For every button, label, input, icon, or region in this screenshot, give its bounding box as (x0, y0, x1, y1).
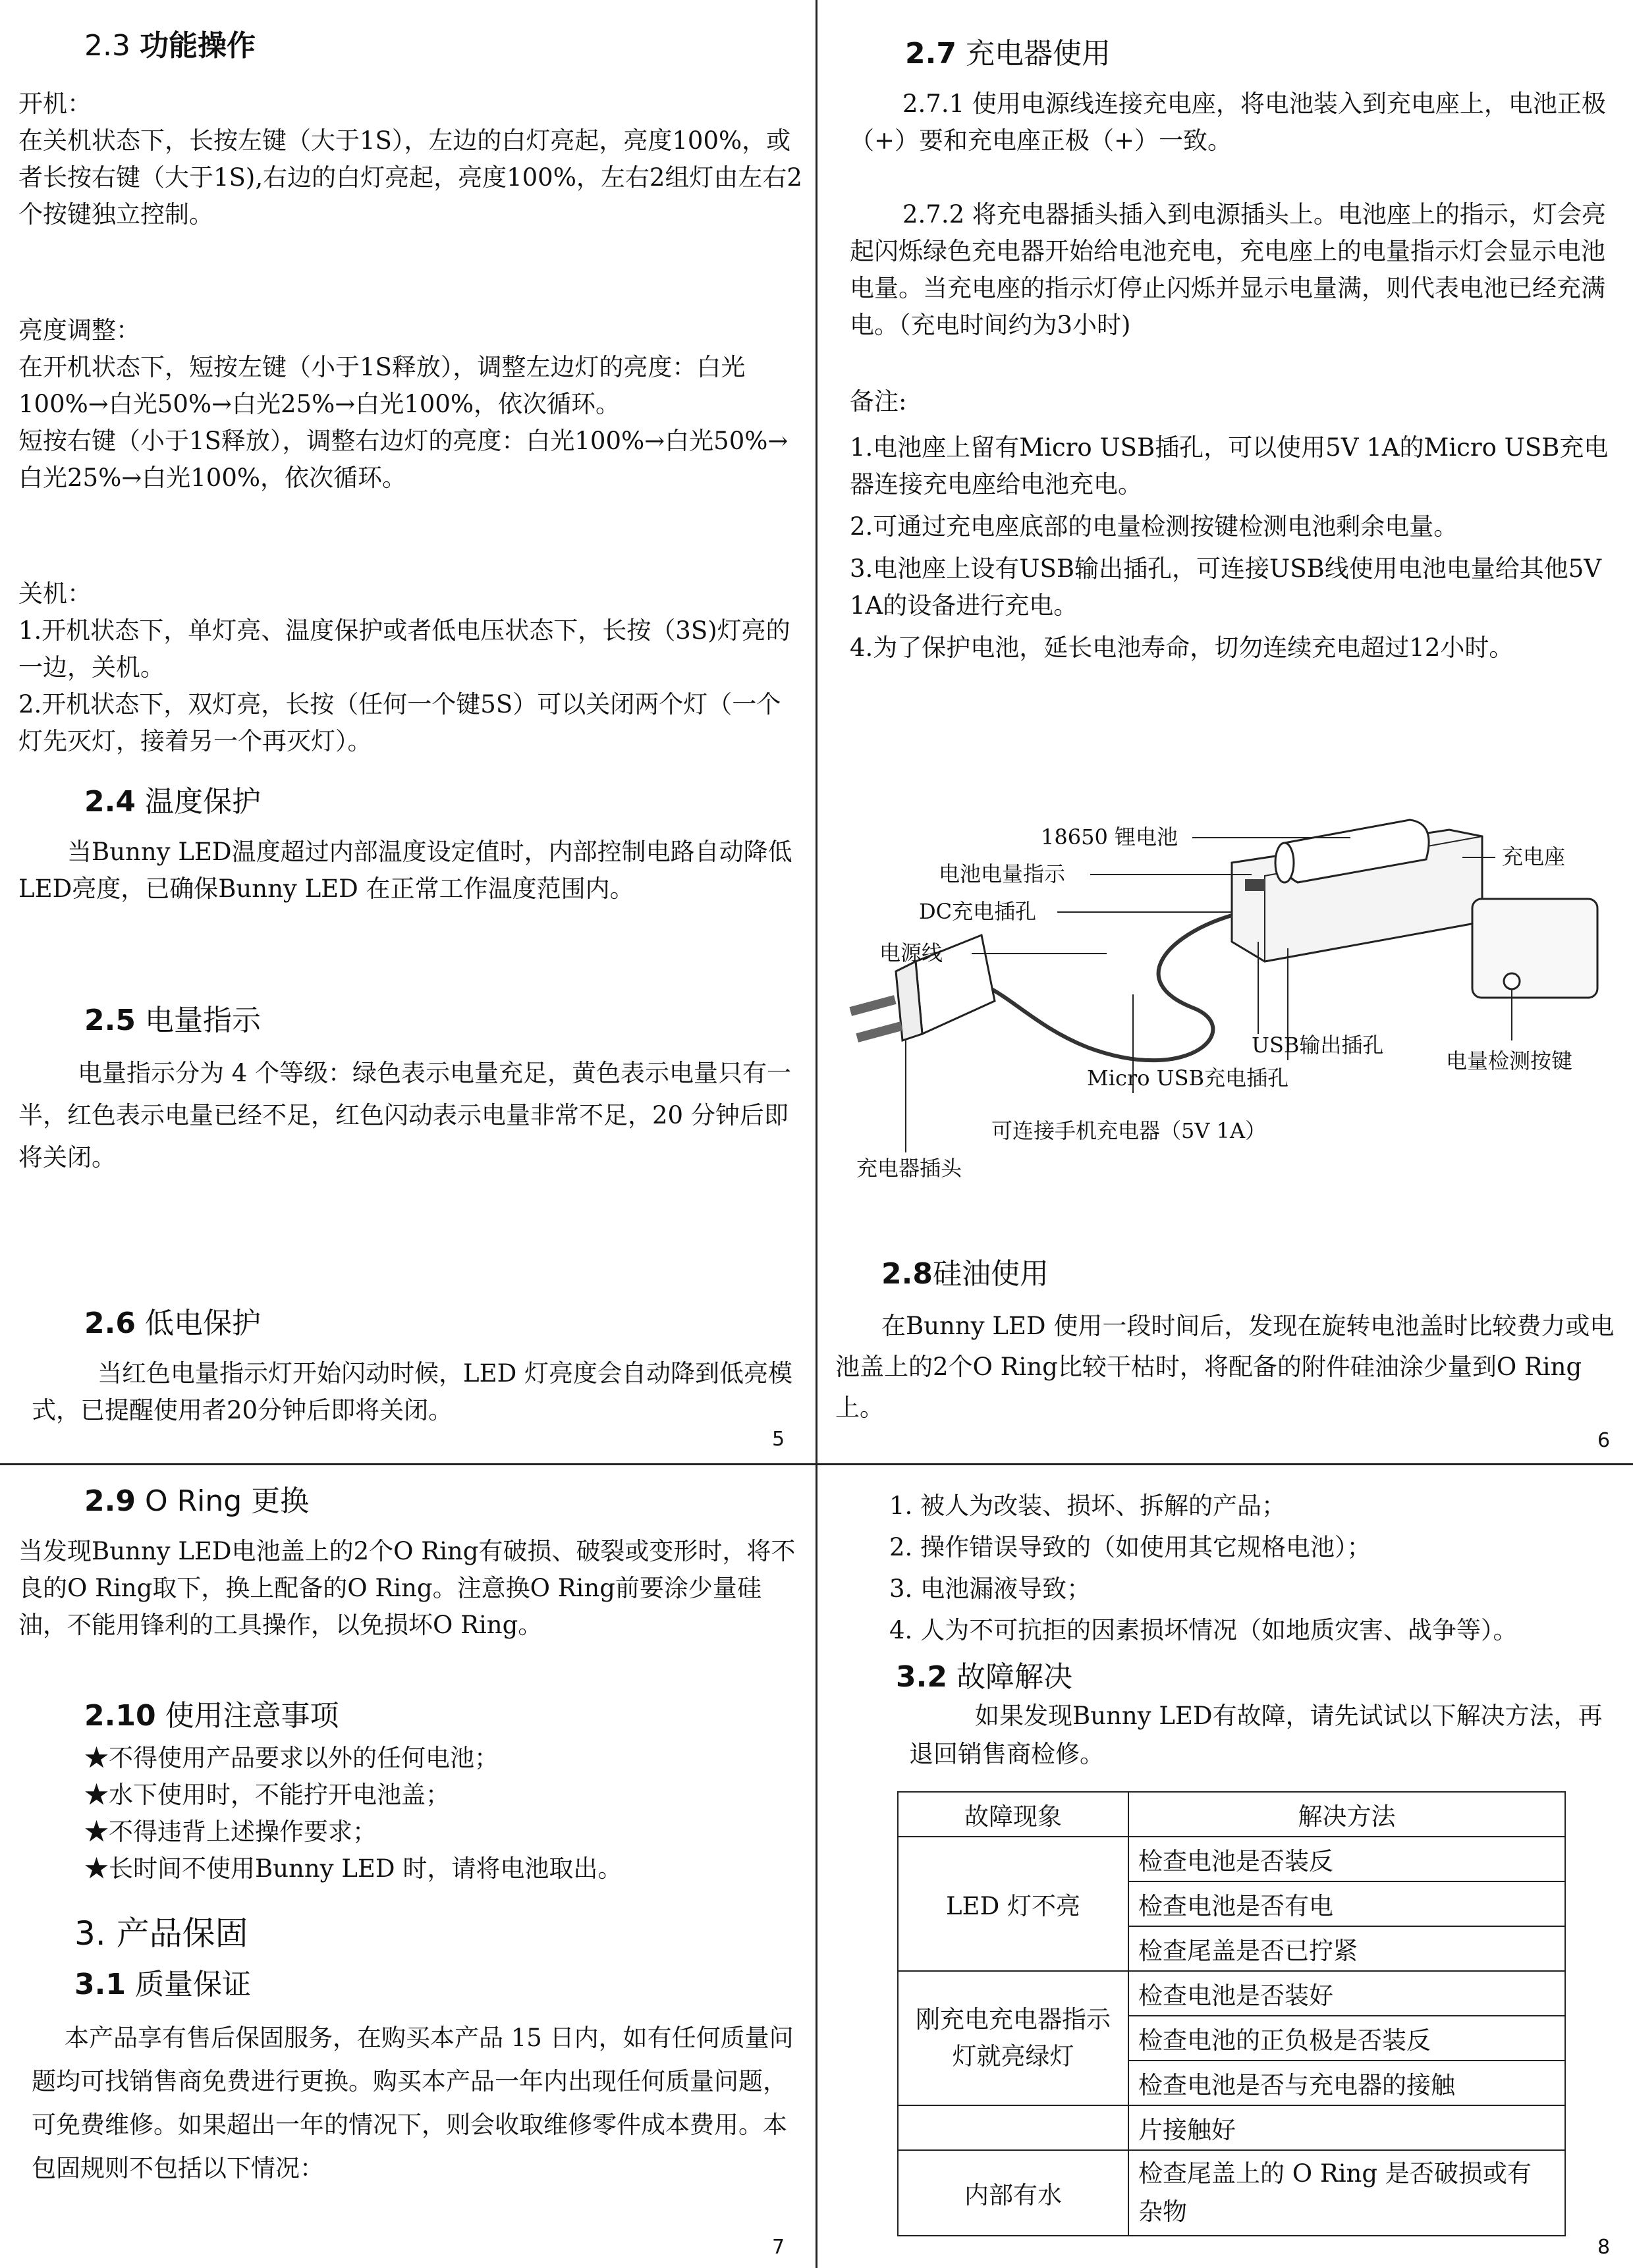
caution-item-3: ★不得违背上述操作要求； (84, 1818, 377, 1846)
section-3-2-text: 如果发现Bunny LED有故障，请先试试以下解决方法，再退回销售商检修。 (909, 1702, 1603, 1768)
exclusion-3: 3. 电池漏液导致； (889, 1575, 1092, 1603)
label-battery: 18650 锂电池 (1041, 824, 1178, 850)
page-6 (850, 34, 1620, 666)
table-row (898, 2105, 1565, 2150)
solution-cell: 片接触好 (1128, 2105, 1565, 2150)
table-header-row (898, 1792, 1565, 1837)
power-off-2: 2.开机状态下，双灯亮，长按（任何一个键5S）可以关闭两个灯（一个灯先灭灯，接着另一个再灭灯）。 (18, 690, 781, 755)
solution-cell: 检查尾盖上的 O Ring 是否破损或有杂物 (1128, 2150, 1565, 2236)
table-row (898, 1837, 1565, 1881)
label-dock: 充电座 (1502, 844, 1566, 869)
power-off-1: 1.开机状态下，单灯亮、温度保护或者低电压状态下，长按（3S)灯亮的一边，关机。 (18, 616, 790, 682)
table-row (898, 1971, 1565, 2016)
section-2-8-heading: 2.8硅油使用 (881, 1257, 1049, 1291)
brightness-left: 在开机状态下，短按左键（小于1S释放），调整左边灯的亮度：白光100%→白光50%→白光25%→白光100%，依次循环。 (18, 353, 746, 418)
power-on-text: 在关机状态下，长按左键（大于1S），左边的白灯亮起，亮度100%，或者长按右键（大于1S),右边的白灯亮起，亮度100%，左右2组灯由左右2个按键独立控制。 (18, 126, 802, 229)
exclusion-1: 1. 被人为改装、损坏、拆解的产品； (889, 1492, 1287, 1520)
solution-cell: 检查电池的正负极是否装反 (1128, 2016, 1565, 2061)
note-4: 4.为了保护电池，延长电池寿命，切勿连续充电超过12小时。 (850, 634, 1514, 662)
power-off-label: 关机： (18, 580, 92, 608)
page-7 (18, 1482, 802, 2190)
page-5 (18, 26, 802, 760)
caution-item-4: ★长时间不使用Bunny LED 时，请将电池取出。 (84, 1854, 623, 1883)
exclusion-2: 2. 操作错误导致的（如使用其它规格电池）； (889, 1533, 1371, 1561)
solution-cell: 检查尾盖是否已拧紧 (1128, 1926, 1565, 1971)
power-cord (955, 915, 1232, 1060)
section-3-1-heading: 3.1 质量保证 (74, 1968, 251, 2001)
section-2-7-heading: 2.7 充电器使用 (905, 37, 1111, 70)
section-2-8 (835, 1255, 1619, 1428)
page-number-5: 5 (772, 1428, 785, 1451)
test-button-icon (1504, 973, 1520, 989)
brightness-label: 亮度调整： (18, 316, 140, 344)
notes-label: 备注: (850, 387, 907, 416)
solution-cell: 检查电池是否装反 (1128, 1837, 1565, 1881)
label-dc-port: DC充电插孔 (919, 899, 1037, 924)
section-2-6-heading: 2.6 低电保护 (84, 1307, 261, 1340)
charger-step-2: 2.7.2 将充电器插头插入到电源插头上。电池座上的指示，灯会亮起闪烁绿色充电器开始给电池充电，充电座上的电量指示灯会显示电池电量。当充电座的指示灯停止闪烁并显示电量满，则代表电池已经充满电。（充电时间约为3小时) (850, 200, 1606, 339)
note-2: 2.可通过充电座底部的电量检测按键检测电池剩余电量。 (850, 512, 1458, 541)
solution-cell: 检查电池是否有电 (1128, 1881, 1565, 1926)
solution-cell: 检查电池是否与充电器的接触 (1128, 2061, 1565, 2105)
section-2-9-text: 当发现Bunny LED电池盖上的2个O Ring有破损、破裂或变形时，将不良的O Ring取下，换上配备的O Ring。注意换O Ring前要涂少量硅油，不能用锋利的工具操作，以免损坏O Ring。 (18, 1537, 796, 1639)
section-3-2-heading: 3.2 故障解决 (896, 1660, 1072, 1694)
power-on-label: 开机： (18, 90, 92, 118)
page-number-7: 7 (772, 2236, 785, 2259)
fault-cell: 刚充电充电器指示灯就亮绿灯 (898, 1971, 1128, 2105)
horizontal-divider (0, 1463, 1633, 1465)
label-usb-out: USB输出插孔 (1252, 1033, 1384, 1058)
label-micro-usb: Micro USB充电插孔 (1087, 1066, 1289, 1091)
exclusion-4: 4. 人为不可抗拒的因素损坏情况（如地质灾害、战争等）。 (889, 1616, 1518, 1644)
section-2-5-text: 电量指示分为 4 个等级：绿色表示电量充足，黄色表示电量只有一半，红色表示电量已经不足，红色闪动表示电量非常不足，20 分钟后即将关闭。 (18, 1059, 792, 1172)
troubleshooting-table (897, 1791, 1566, 2236)
section-2-8-text: 在Bunny LED 使用一段时间后，发现在旋转电池盖时比较费力或电池盖上的2个O Ring比较干枯时，将配备的附件硅油涂少量到O Ring上。 (835, 1312, 1615, 1422)
section-2-3-heading: 2.3 功能操作 (84, 29, 256, 63)
section-2-10-heading: 2.10 使用注意事项 (84, 1699, 339, 1733)
label-test-button: 电量检测按键 (1446, 1048, 1573, 1073)
vertical-divider (816, 0, 817, 2268)
label-cord: 电源线 (879, 940, 943, 965)
section-2-5-heading: 2.5 电量指示 (84, 1004, 261, 1037)
section-2-6-text: 当红色电量指示灯开始闪动时候，LED 灯亮度会自动降到低亮模式，已提醒使用者20分钟后即将关闭。 (32, 1359, 793, 1424)
table-row (898, 2150, 1565, 2236)
page-number-6: 6 (1597, 1429, 1611, 1452)
caution-item-1: ★不得使用产品要求以外的任何电池； (84, 1744, 499, 1772)
page-number-8: 8 (1597, 2236, 1611, 2259)
fault-cell: LED 灯不亮 (898, 1837, 1128, 1971)
label-plug: 充电器插头 (856, 1156, 962, 1181)
fault-cell-empty (898, 2105, 1128, 2150)
note-3: 3.电池座上设有USB输出插孔，可连接USB线使用电池电量给其他5V 1A的设备进行充电。 (850, 554, 1602, 620)
table-header: 解决方法 (1128, 1792, 1565, 1837)
section-2-6 (18, 1304, 802, 1429)
section-2-4 (18, 782, 802, 907)
label-phone-charger: 可连接手机充电器（5V 1A） (991, 1118, 1267, 1143)
table-header: 故障现象 (898, 1792, 1128, 1837)
section-2-5 (18, 1001, 802, 1179)
caution-item-2: ★水下使用时，不能拧开电池盖； (84, 1781, 450, 1809)
section-2-9-heading: 2.9 O Ring 更换 (84, 1484, 310, 1518)
fault-cell: 内部有水 (898, 2150, 1128, 2236)
section-2-4-text: 当Bunny LED温度超过内部温度设定值时，内部控制电路自动降低LED亮度，已确保Bunny LED 在正常工作温度范围内。 (18, 838, 792, 903)
brightness-right: 短按右键（小于1S释放），调整右边灯的亮度：白光100%→白光50%→白光25%→白光100%，依次循环。 (18, 427, 789, 492)
dock-side-view (1472, 899, 1597, 998)
section-2-4-heading: 2.4 温度保护 (84, 785, 261, 819)
page-8 (889, 1485, 1620, 1773)
solution-cell: 检查电池是否装好 (1128, 1971, 1565, 2016)
label-indicator: 电池电量指示 (939, 861, 1066, 886)
charger-diagram (823, 810, 1627, 1205)
section-3-heading: 3. 产品保固 (74, 1914, 248, 1953)
note-1: 1.电池座上留有Micro USB插孔，可以使用5V 1A的Micro USB充电器连接充电座给电池充电。 (850, 433, 1609, 499)
section-3-1-text: 本产品享有售后保固服务，在购买本产品 15 日内，如有任何质量问题均可找销售商免费进行更换。购买本产品一年内出现任何质量问题，可免费维修。如果超出一年的情况下，则会收取维修零件成本费用。本包固规则不包括以下情况： (32, 2024, 794, 2182)
charger-step-1: 2.7.1 使用电源线连接充电座，将电池装入到充电座上，电池正极（+）要和充电座正极（+）一致。 (850, 90, 1606, 155)
